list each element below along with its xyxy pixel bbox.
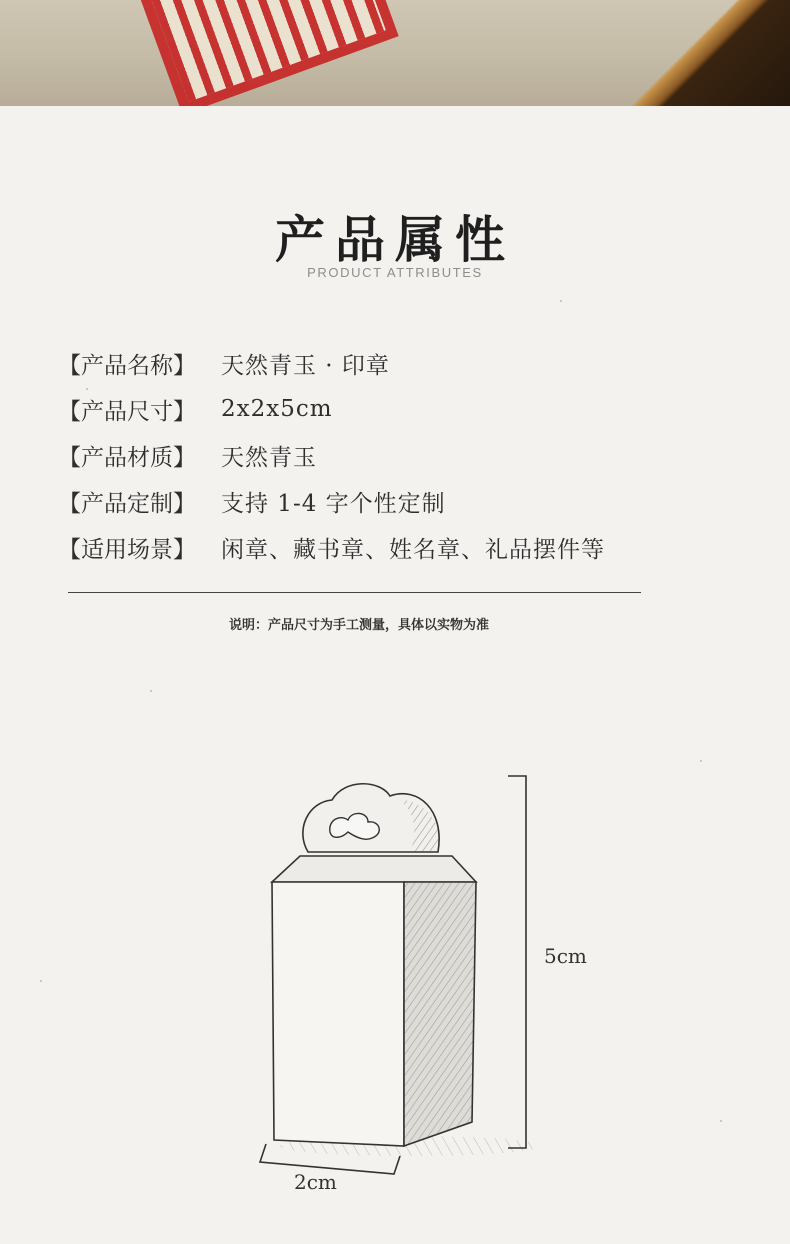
seal-sketch-drawing bbox=[230, 770, 630, 1210]
attribute-row-usage bbox=[58, 524, 605, 570]
attribute-row-name bbox=[58, 340, 605, 386]
side-hatching bbox=[404, 882, 476, 1146]
paper-speck bbox=[720, 1120, 722, 1122]
attribute-value: 天然青玉 bbox=[221, 444, 317, 471]
seal-front-face bbox=[272, 882, 404, 1146]
width-dimension-label: 2cm bbox=[294, 1170, 337, 1194]
wooden-edge bbox=[580, 0, 790, 106]
paper-speck bbox=[150, 690, 152, 692]
red-seal-impression bbox=[131, 0, 398, 106]
attribute-row-material bbox=[58, 432, 605, 478]
section-title: 产品属性 bbox=[275, 210, 515, 269]
attribute-value: 2x2x5cm bbox=[221, 396, 333, 422]
attribute-label: 【产品尺寸】 bbox=[58, 398, 196, 425]
paper-speck bbox=[40, 980, 42, 982]
attribute-label: 【适用场景】 bbox=[58, 536, 196, 563]
attribute-value: 闲章、藏书章、姓名章、礼品摆件等 bbox=[221, 536, 605, 563]
section-subtitle: PRODUCT ATTRIBUTES bbox=[307, 265, 483, 280]
attribute-list bbox=[58, 340, 605, 570]
attribute-label: 【产品材质】 bbox=[58, 444, 196, 471]
attribute-value: 天然青玉 · 印章 bbox=[221, 352, 390, 379]
measurement-note: 说明：产品尺寸为手工测量，具体以实物为准 bbox=[228, 618, 489, 633]
height-dimension-bracket bbox=[508, 776, 526, 1148]
attribute-value: 支持 1-4 字个性定制 bbox=[221, 490, 446, 517]
divider-line bbox=[68, 592, 641, 593]
seal-top-bevel bbox=[272, 856, 476, 882]
attribute-row-size bbox=[58, 386, 605, 432]
seal-sketch-svg bbox=[230, 770, 630, 1210]
attribute-label: 【产品名称】 bbox=[58, 352, 196, 379]
attribute-label: 【产品定制】 bbox=[58, 490, 196, 517]
top-banner-image bbox=[0, 0, 790, 106]
paper-speck bbox=[700, 760, 702, 762]
paper-speck bbox=[86, 388, 88, 390]
height-dimension-label: 5cm bbox=[544, 944, 587, 968]
paper-speck bbox=[560, 300, 562, 302]
attribute-row-customization bbox=[58, 478, 605, 524]
